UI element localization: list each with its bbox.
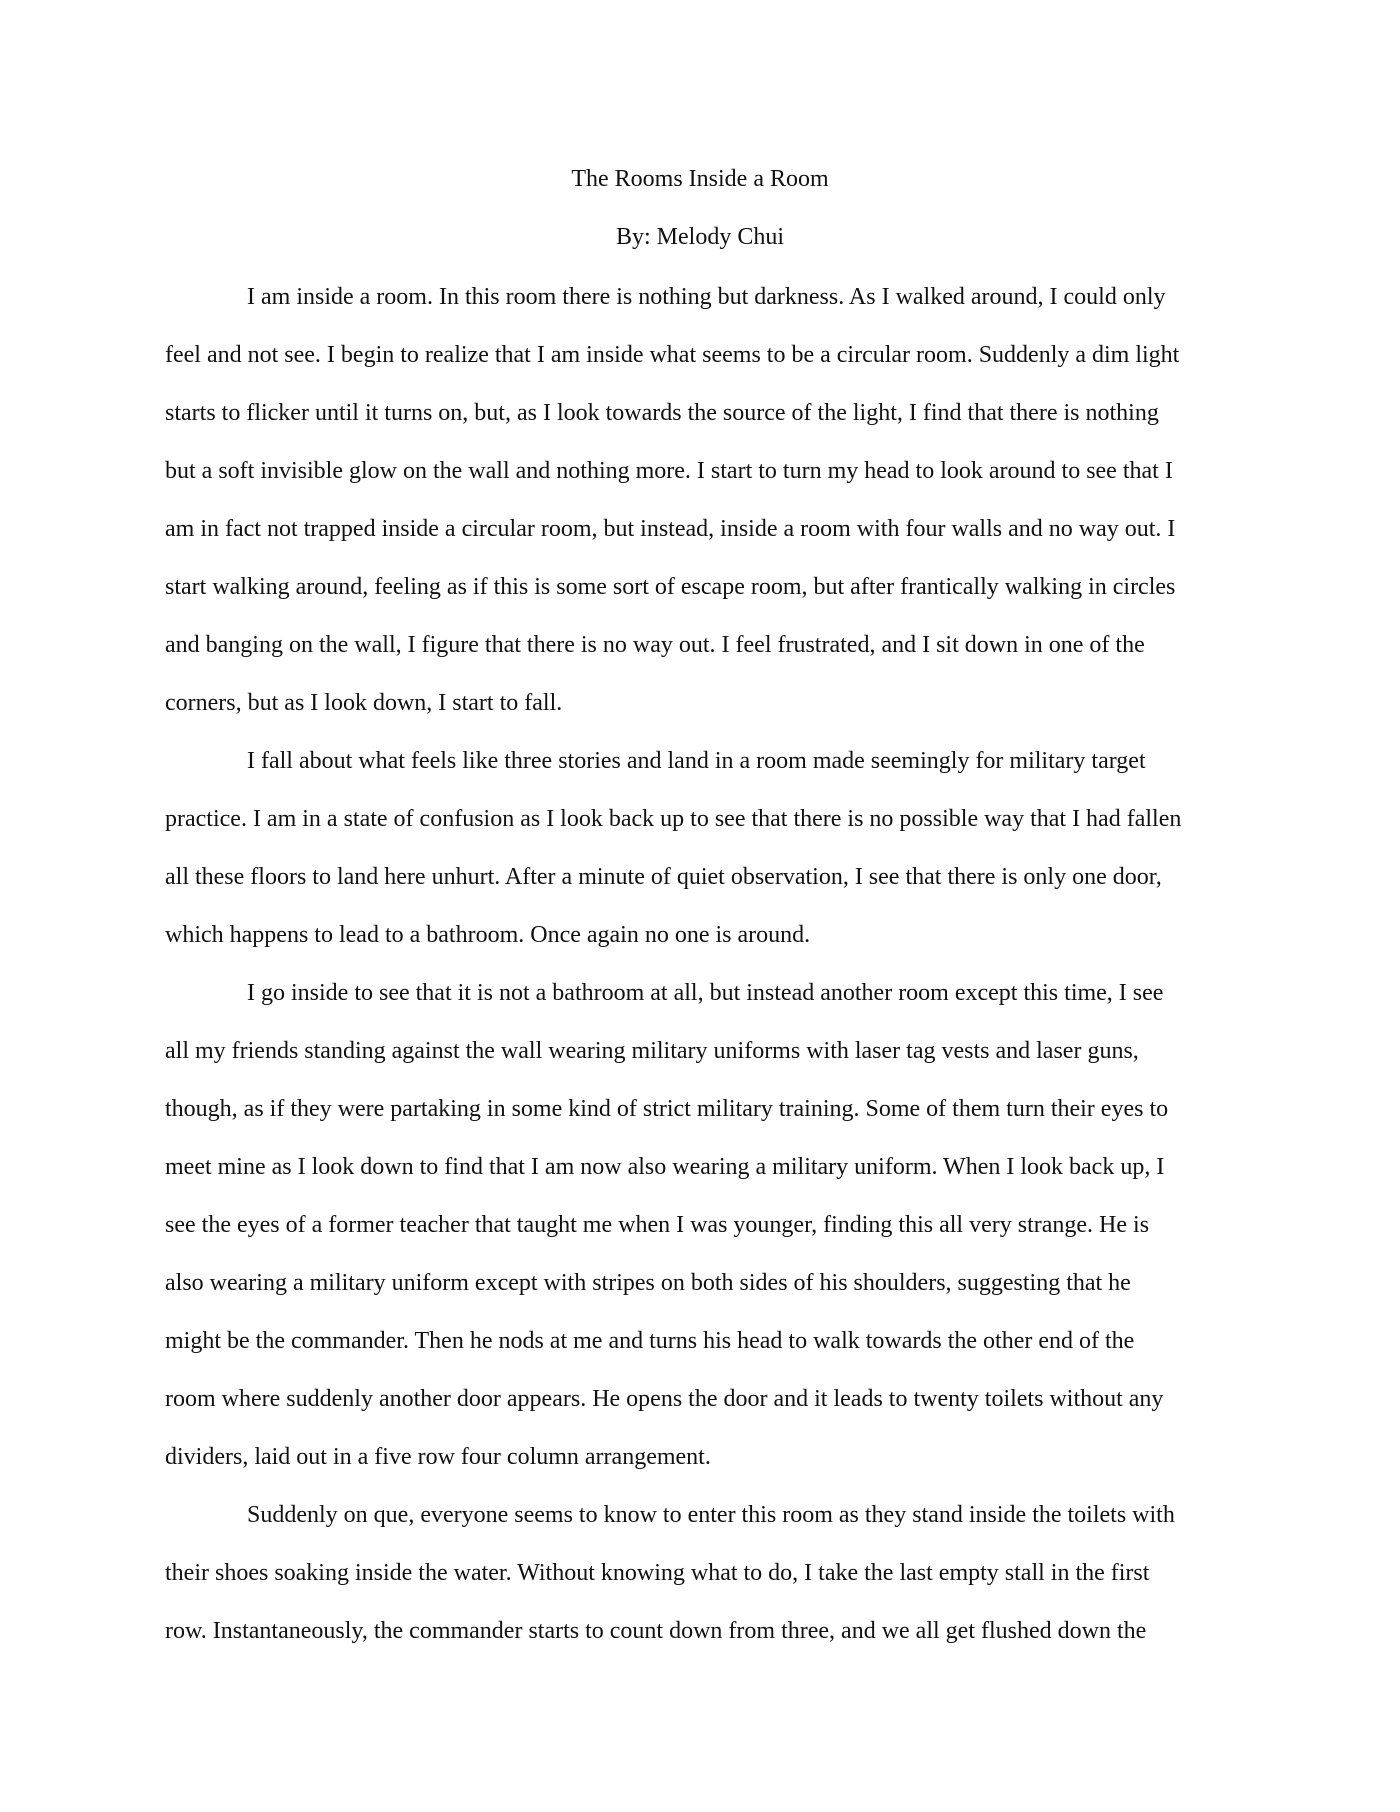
paragraph-line: room where suddenly another door appears. He opens the door and it leads to twenty toilets without any xyxy=(165,1386,1164,1412)
paragraph-line: and banging on the wall, I figure that there is no way out. I feel frustrated, and I sit down in one of the xyxy=(165,632,1145,658)
paragraph-line: I am inside a room. In this room there is nothing but darkness. As I walked around, I could only xyxy=(247,284,1166,310)
paragraph-line: row. Instantaneously, the commander starts to count down from three, and we all get flushed down the xyxy=(165,1618,1147,1644)
paragraph-line: starts to flicker until it turns on, but, as I look towards the source of the light, I find that there is nothing xyxy=(165,400,1159,426)
paragraph-line: all these floors to land here unhurt. After a minute of quiet observation, I see that there is only one door, xyxy=(165,864,1162,890)
paragraph-line: am in fact not trapped inside a circular room, but instead, inside a room with four walls and no way out. I xyxy=(165,516,1176,542)
paragraph-line: practice. I am in a state of confusion as I look back up to see that there is no possible way that I had fallen xyxy=(165,806,1182,832)
paragraph-line: see the eyes of a former teacher that taught me when I was younger, finding this all very strange. He is xyxy=(165,1212,1150,1238)
document-title: The Rooms Inside a Room xyxy=(571,166,829,192)
paragraph-line: corners, but as I look down, I start to fall. xyxy=(165,690,563,716)
paragraph-line: though, as if they were partaking in some kind of strict military training. Some of them turn their eyes to xyxy=(165,1096,1169,1122)
paragraph-line: all my friends standing against the wall wearing military uniforms with laser tag vests and laser guns, xyxy=(165,1038,1139,1064)
paragraph-line: I fall about what feels like three stories and land in a room made seemingly for military target xyxy=(247,748,1146,774)
paragraph-line: might be the commander. Then he nods at me and turns his head to walk towards the other end of the xyxy=(165,1328,1135,1354)
paragraph-line: their shoes soaking inside the water. Without knowing what to do, I take the last empty stall in the first xyxy=(165,1560,1150,1586)
paragraph-line: feel and not see. I begin to realize that I am inside what seems to be a circular room. Suddenly a dim light xyxy=(165,342,1180,368)
paragraph-line: meet mine as I look down to find that I am now also wearing a military uniform. When I look back up, I xyxy=(165,1154,1165,1180)
paragraph-line: dividers, laid out in a five row four column arrangement. xyxy=(165,1444,711,1470)
paragraph-line: start walking around, feeling as if this is some sort of escape room, but after frantically walking in circles xyxy=(165,574,1176,600)
paragraph-line: I go inside to see that it is not a bathroom at all, but instead another room except this time, I see xyxy=(247,980,1164,1006)
paragraph-line: Suddenly on que, everyone seems to know to enter this room as they stand inside the toilets with xyxy=(247,1502,1175,1528)
paragraph-line: which happens to lead to a bathroom. Once again no one is around. xyxy=(165,922,811,948)
paragraph-line: also wearing a military uniform except with stripes on both sides of his shoulders, suggesting that he xyxy=(165,1270,1131,1296)
document-author: By: Melody Chui xyxy=(615,224,784,250)
paragraph-line: but a soft invisible glow on the wall and nothing more. I start to turn my head to look around to see that I xyxy=(165,458,1173,484)
